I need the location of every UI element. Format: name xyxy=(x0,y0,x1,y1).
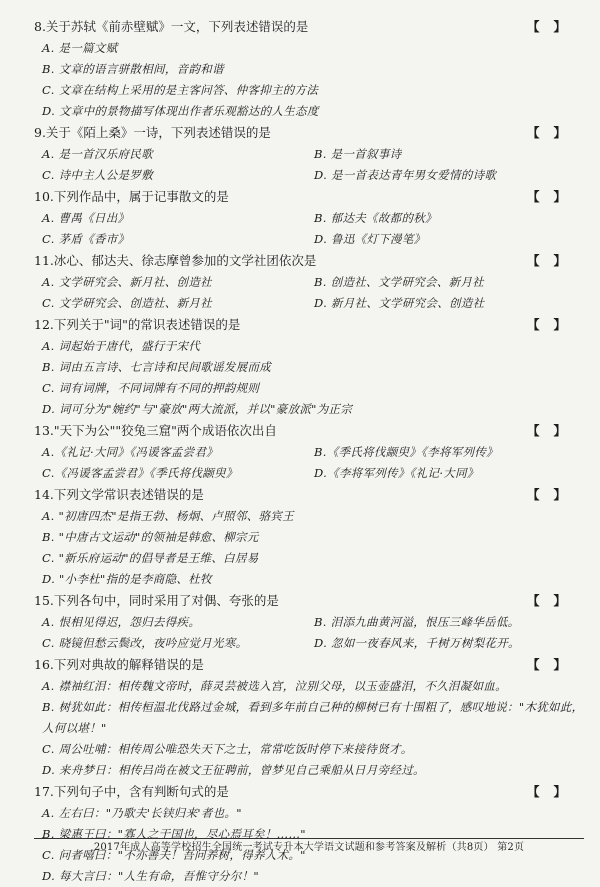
option-d: D. 新月社、文学研究会、创造社 xyxy=(314,296,485,310)
option-d: D.《李将军列传》《礼记·大同》 xyxy=(314,466,479,480)
question-16 xyxy=(34,654,584,781)
answer-bracket: 【】 xyxy=(526,19,580,34)
option-row xyxy=(34,208,584,229)
question-stem: 10.下列作品中，属于记事散文的是 xyxy=(34,189,229,204)
option-b: B. 是一首叙事诗 xyxy=(314,147,402,161)
question-stem: 16.下列对典故的解释错误的是 xyxy=(34,657,204,672)
option-row xyxy=(34,293,584,314)
option-row xyxy=(34,612,584,633)
answer-bracket: 【】 xyxy=(526,657,580,672)
answer-bracket: 【】 xyxy=(526,317,580,332)
option-a: A. 是一首汉乐府民歌 xyxy=(42,147,153,161)
answer-bracket: 【】 xyxy=(526,253,580,268)
option-row xyxy=(34,144,584,165)
option-c: C. 文学研究会、创造社、新月社 xyxy=(42,296,212,310)
page-footer: 2017年成人高等学校招生全国统一考试专升本大学语文试题和参考答案及解析（共8页） 第2页 xyxy=(34,838,584,857)
answer-bracket: 【】 xyxy=(526,423,580,438)
answer-bracket: 【】 xyxy=(526,784,580,799)
option-a: A.《礼记·大同》《冯谖客孟尝君》 xyxy=(42,445,218,459)
option-b: B. 文章的语言骈散相间，音韵和谐 xyxy=(42,62,224,76)
question-stem: 13."天下为公""狡兔三窟"两个成语依次出自 xyxy=(34,423,277,438)
option-d: D. 每大言曰："人生有命，吾惟守分尔！" xyxy=(42,869,259,883)
option-b: B. 创造社、文学研究会、新月社 xyxy=(314,275,485,289)
question-stem: 11.冰心、郁达夫、徐志摩曾参加的文学社团依次是 xyxy=(34,253,317,268)
question-stem: 12.下列关于"词"的常识表述错误的是 xyxy=(34,317,241,332)
question-stem: 15.下列各句中，同时采用了对偶、夸张的是 xyxy=(34,593,279,608)
option-d: D. 是一首表达青年男女爱情的诗歌 xyxy=(314,168,497,182)
question-8 xyxy=(34,16,584,122)
question-stem: 14.下列文学常识表述错误的是 xyxy=(34,487,204,502)
answer-bracket: 【】 xyxy=(526,189,580,204)
option-row xyxy=(34,633,584,654)
option-c: C. 晓镜但愁云鬓改，夜吟应觉月光寒。 xyxy=(42,636,248,650)
answer-bracket: 【】 xyxy=(526,487,580,502)
option-b: B.《季氏将伐颛臾》《李将军列传》 xyxy=(314,445,498,459)
option-c: C.《冯谖客孟尝君》《季氏将伐颛臾》 xyxy=(42,466,238,480)
option-c: C. 周公吐哺：相传周公唯恐失天下之士，常常吃饭时停下来接待贤才。 xyxy=(42,742,413,756)
option-a: A. 是一篇文赋 xyxy=(42,41,118,55)
question-stem: 8.关于苏轼《前赤壁赋》一文，下列表述错误的是 xyxy=(34,19,309,34)
question-15 xyxy=(34,590,584,654)
question-12 xyxy=(34,314,584,420)
option-a: A. 曹禺《日出》 xyxy=(42,211,130,225)
question-10 xyxy=(34,186,584,250)
option-row xyxy=(34,463,584,484)
question-stem: 9.关于《陌上桑》一诗，下列表述错误的是 xyxy=(34,125,271,140)
option-a: A. 文学研究会、新月社、创造社 xyxy=(42,275,212,289)
option-d: D. 文章中的景物描写体现出作者乐观豁达的人生态度 xyxy=(42,104,319,118)
option-c: C. 诗中主人公是罗敷 xyxy=(42,168,153,182)
option-b: B. 树犹如此：相传桓温北伐路过金城，看到多年前自己种的柳树已有十围粗了，感叹地说："木犹如此，人何以堪！" xyxy=(42,700,584,735)
answer-bracket: 【】 xyxy=(526,593,580,608)
option-a: A. 词起始于唐代，盛行于宋代 xyxy=(42,339,201,353)
option-d: D. "小李杜"指的是李商隐、杜牧 xyxy=(42,572,212,586)
option-a: A. 左右曰："乃歌夫'长铗归来'者也。" xyxy=(42,806,242,820)
option-c: C. 文章在结构上采用的是主客问答、仲客抑主的方法 xyxy=(42,83,319,97)
exam-page xyxy=(34,16,584,887)
option-d: D. 词可分为"婉约"与"豪放"两大流派，并以"豪放派"为正宗 xyxy=(42,402,353,416)
option-c: C. 茅盾《香市》 xyxy=(42,232,130,246)
option-c: C. "新乐府运动"的倡导者是王维、白居易 xyxy=(42,551,259,565)
answer-bracket: 【】 xyxy=(526,125,580,140)
option-row xyxy=(34,272,584,293)
option-b: B. 词由五言诗、七言诗和民间歌谣发展而成 xyxy=(42,360,272,374)
option-row xyxy=(34,442,584,463)
option-a: A. "初唐四杰"是指王勃、杨炯、卢照邻、骆宾王 xyxy=(42,509,294,523)
option-a: A. 恨相见得迟，怨归去得疾。 xyxy=(42,615,201,629)
option-d: D. 来舟梦日：相传吕尚在被文王征聘前，曾梦见自己乘船从日月旁经过。 xyxy=(42,763,425,777)
option-d: D. 忽如一夜春风来，千树万树梨花开。 xyxy=(314,636,520,650)
option-c: C. 词有词牌，不同词牌有不同的押韵规则 xyxy=(42,381,260,395)
option-d: D. 鲁迅《灯下漫笔》 xyxy=(314,232,426,246)
option-b: B. 梁惠王曰："寡人之于国也，尽心焉耳矣！……" xyxy=(42,827,306,841)
question-11 xyxy=(34,250,584,314)
option-c: C. 问者嘻曰："不亦善夫！吾问养树，得养人术。" xyxy=(42,848,306,862)
option-b: B. 泪添九曲黄河溢，恨压三峰华岳低。 xyxy=(314,615,520,629)
option-b: B. "中唐古文运动"的领袖是韩愈、柳宗元 xyxy=(42,530,259,544)
option-b: B. 郁达夫《故都的秋》 xyxy=(314,211,437,225)
option-row xyxy=(34,229,584,250)
question-14 xyxy=(34,484,584,590)
question-17 xyxy=(34,781,584,887)
question-13 xyxy=(34,420,584,484)
option-row xyxy=(34,165,584,186)
question-9 xyxy=(34,122,584,186)
option-a: A. 襟袖红泪：相传魏文帝时，薛灵芸被选入宫，泣别父母，以玉壶盛泪，不久泪凝如血。 xyxy=(42,679,507,693)
question-stem: 17.下列句子中，含有判断句式的是 xyxy=(34,784,229,799)
